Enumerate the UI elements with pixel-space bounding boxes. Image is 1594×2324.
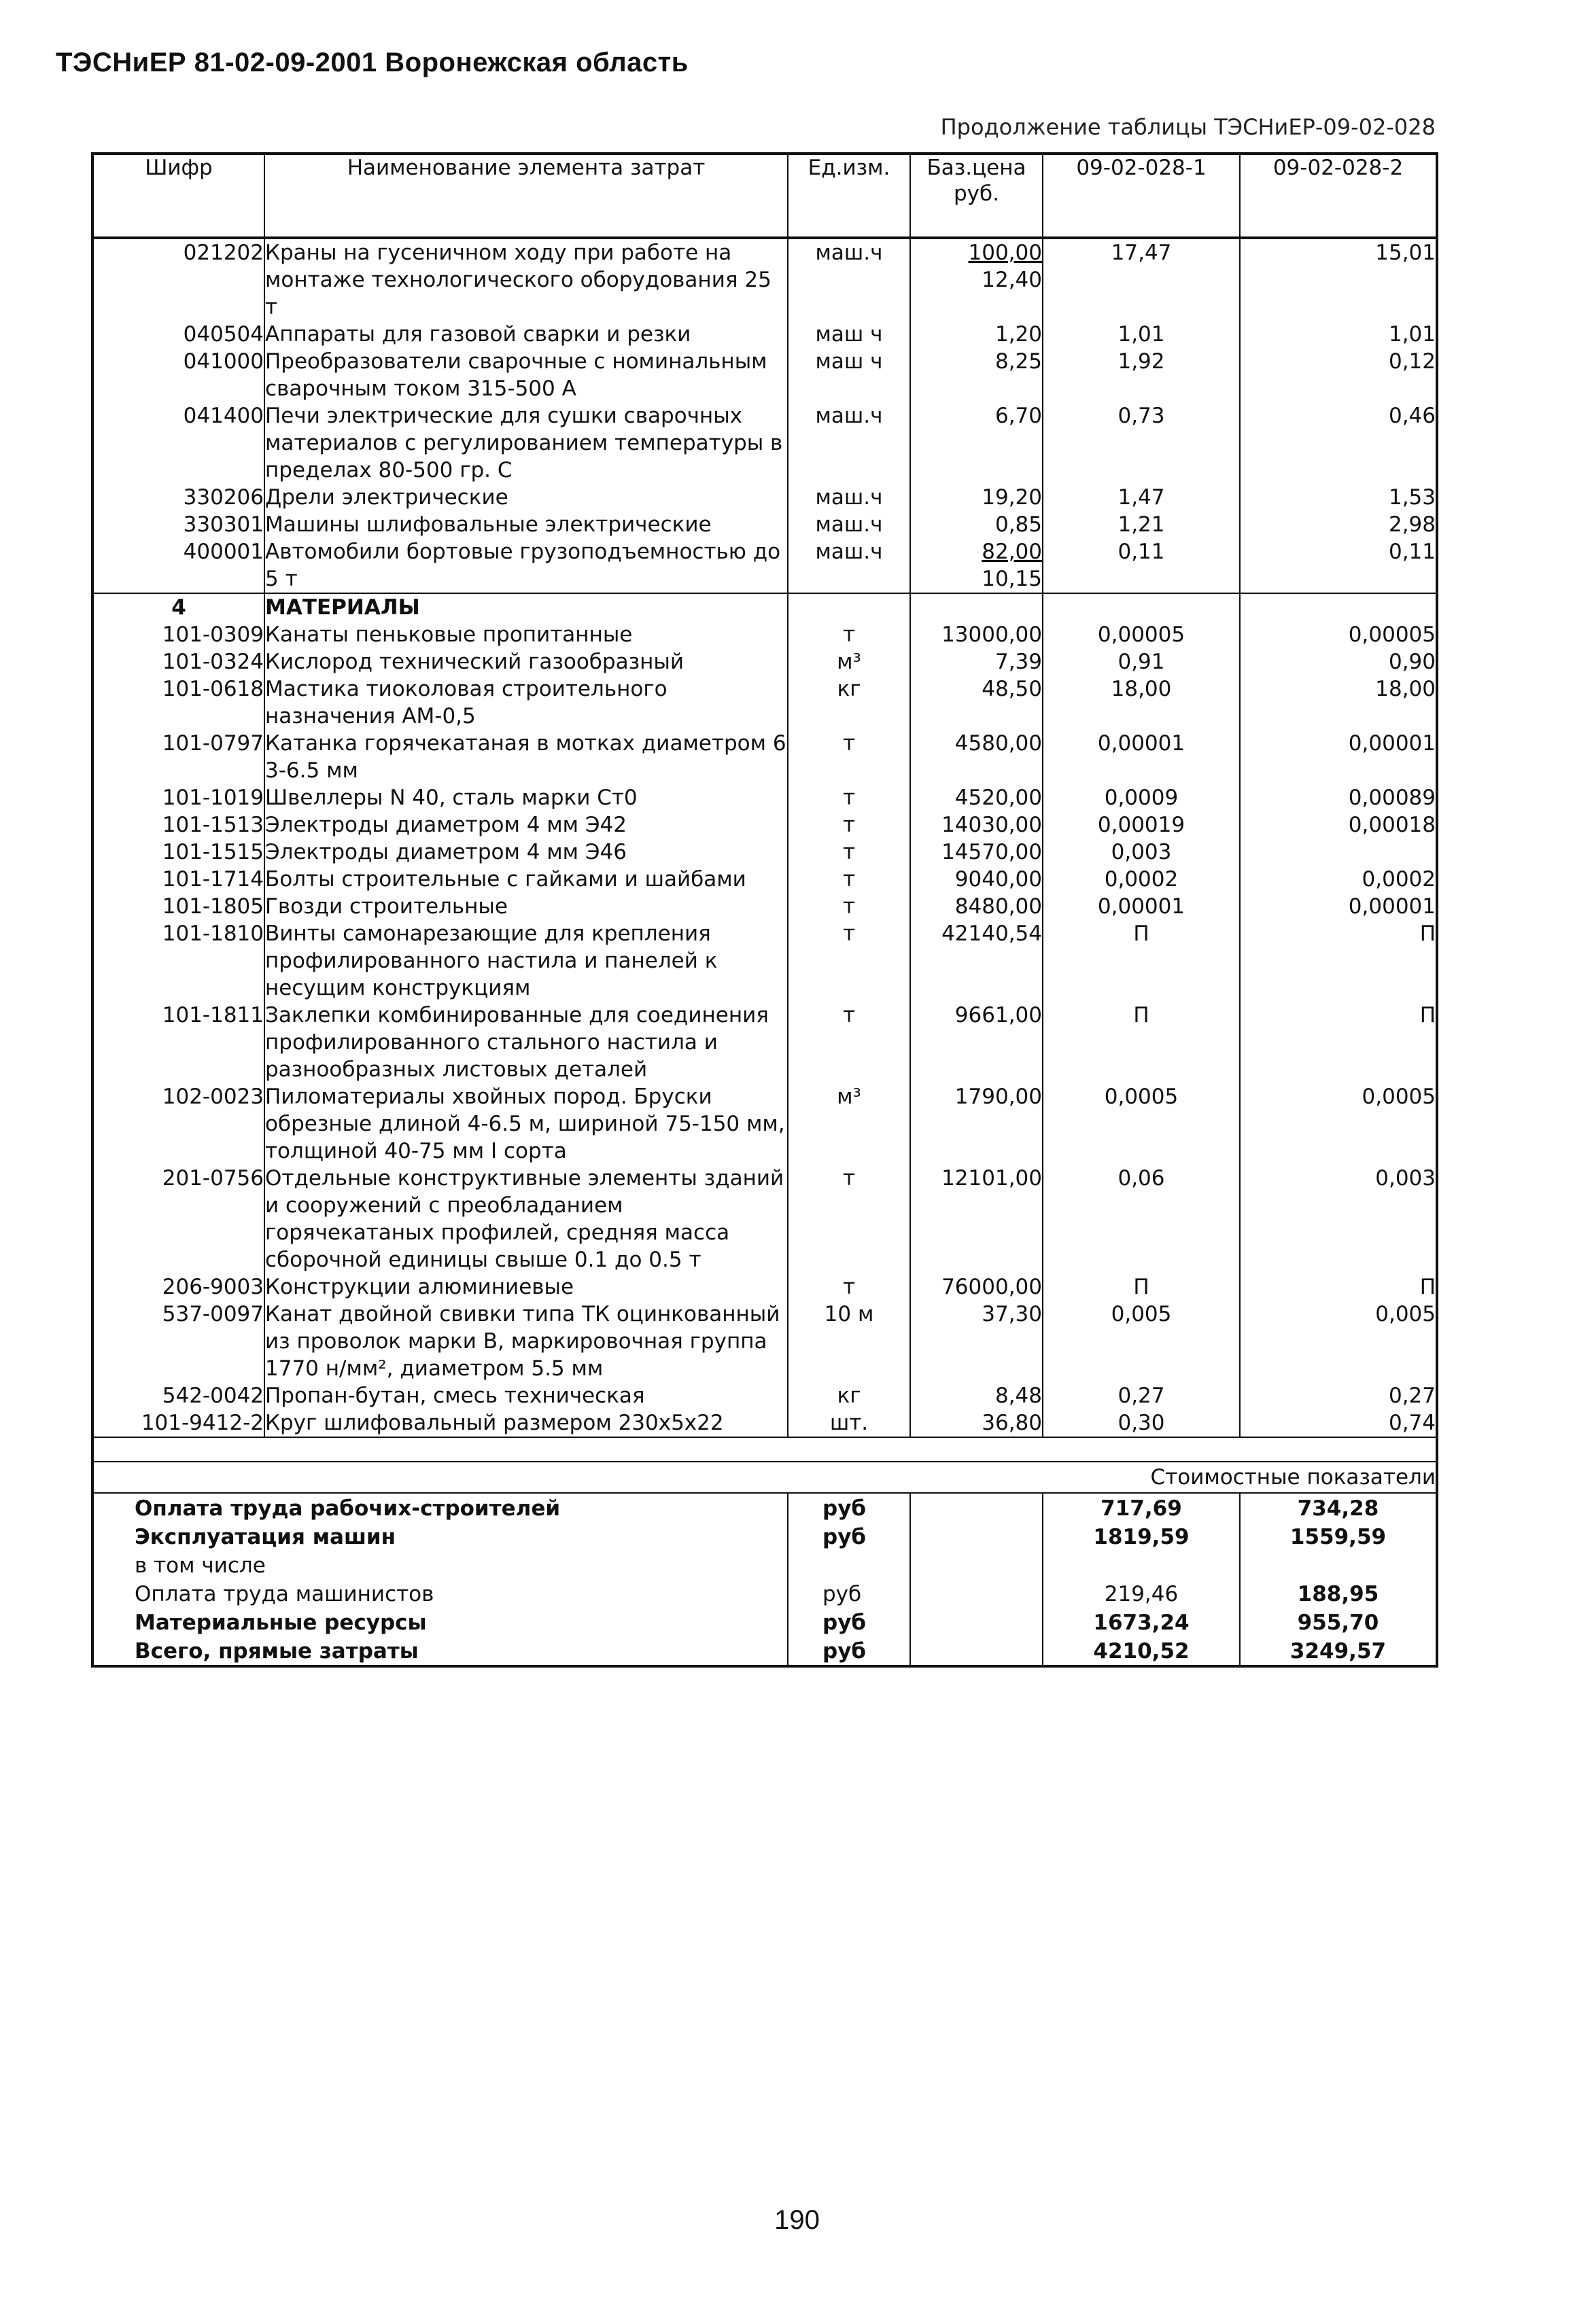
- row-unit: т: [788, 1002, 910, 1083]
- row-value-variant-2: 0,27: [1240, 1382, 1437, 1409]
- row-value-variant-1: 0,0002: [1043, 866, 1240, 893]
- row-value-variant-2: 0,90: [1240, 648, 1437, 675]
- row-value-variant-2: 0,0005: [1240, 1083, 1437, 1165]
- summary-value-variant-1: 1673,24: [1043, 1608, 1240, 1636]
- row-base-price: 19,20: [910, 484, 1043, 511]
- table-row: [92, 730, 1437, 784]
- row-name: Печи электрические для сушки сварочных материалов с регулированием температуры в пределах 80-500 гр. С: [264, 402, 788, 484]
- row-value-variant-2: 15,01: [1240, 238, 1437, 321]
- row-unit: маш ч: [788, 321, 910, 348]
- table-row: [92, 1382, 1437, 1409]
- row-unit: т: [788, 1165, 910, 1273]
- row-value-variant-2: 0,46: [1240, 402, 1437, 484]
- row-base-price: 9661,00: [910, 1002, 1043, 1083]
- row-unit: м³: [788, 1083, 910, 1165]
- summary-row: [92, 1579, 1437, 1608]
- row-base-price: 42140,54: [910, 920, 1043, 1002]
- row-unit: маш.ч: [788, 538, 910, 593]
- row-value-variant-1: 0,30: [1043, 1409, 1240, 1437]
- summary-row: [92, 1636, 1437, 1666]
- row-base-price: [910, 538, 1043, 593]
- section-title: МАТЕРИАЛЫ: [264, 593, 788, 621]
- row-value-variant-2: 0,00001: [1240, 730, 1437, 784]
- row-base-price: 13000,00: [910, 621, 1043, 648]
- summary-section: [92, 1437, 1437, 1666]
- row-name: Пиломатериалы хвойных пород. Бруски обрезные длиной 4-6.5 м, шириной 75-150 мм, толщиной 40-75 мм I сорта: [264, 1083, 788, 1165]
- row-base-price-labor: 10,15: [982, 567, 1042, 591]
- row-code: 021202: [92, 238, 264, 321]
- row-code: 537-0097: [92, 1301, 264, 1382]
- row-unit: 10 м: [788, 1301, 910, 1382]
- summary-label: Всего, прямые затраты: [92, 1636, 788, 1666]
- summary-blank: [910, 1551, 1043, 1579]
- row-value-variant-1: 0,00001: [1043, 730, 1240, 784]
- table-row: [92, 621, 1437, 648]
- row-code: 101-1805: [92, 893, 264, 920]
- table-row: [92, 484, 1437, 511]
- row-code: 101-1714: [92, 866, 264, 893]
- summary-label: Оплата труда машинистов: [92, 1579, 788, 1608]
- row-base-price: 4520,00: [910, 784, 1043, 811]
- row-base-price: 1,20: [910, 321, 1043, 348]
- summary-blank: [910, 1493, 1043, 1522]
- row-unit: маш.ч: [788, 402, 910, 484]
- row-name: Автомобили бортовые грузоподъемностью до 5 т: [264, 538, 788, 593]
- section-row: [92, 593, 1437, 621]
- summary-unit: руб: [788, 1522, 910, 1551]
- row-code: 041000: [92, 348, 264, 402]
- row-name: Отдельные конструктивные элементы зданий и сооружений с преобладанием горячекатаных профилей, средняя масса сборочной единицы свыше 0.1 до 0.5 т: [264, 1165, 788, 1273]
- row-value-variant-2: 0,005: [1240, 1301, 1437, 1382]
- row-base-price-main: 100,00: [968, 241, 1042, 265]
- summary-value-variant-1: 219,46: [1043, 1579, 1240, 1608]
- row-base-price: 8480,00: [910, 893, 1043, 920]
- row-code: 101-0309: [92, 621, 264, 648]
- row-value-variant-2: П: [1240, 1002, 1437, 1083]
- row-value-variant-1: 0,003: [1043, 839, 1240, 866]
- row-name: Конструкции алюминиевые: [264, 1273, 788, 1301]
- row-name: Машины шлифовальные электрические: [264, 511, 788, 538]
- summary-value-variant-2: 955,70: [1240, 1608, 1437, 1636]
- row-name: Заклепки комбинированные для соединения профилированного стального настила и разнообразных листовых деталей: [264, 1002, 788, 1083]
- table-row: [92, 920, 1437, 1002]
- row-unit: м³: [788, 648, 910, 675]
- row-base-price: 36,80: [910, 1409, 1043, 1437]
- table-row: [92, 1083, 1437, 1165]
- row-value-variant-1: 0,06: [1043, 1165, 1240, 1273]
- row-value-variant-2: 0,00018: [1240, 811, 1437, 839]
- table-row: [92, 1002, 1437, 1083]
- row-name: Катанка горячекатаная в мотках диаметром 6 3-6.5 мм: [264, 730, 788, 784]
- row-base-price-labor: 12,40: [982, 268, 1042, 292]
- row-base-price-main: 82,00: [982, 540, 1042, 564]
- row-name: Кислород технический газообразный: [264, 648, 788, 675]
- table-continuation-label: Продолжение таблицы ТЭСНиЕР-09-02-028: [940, 114, 1436, 140]
- row-unit: кг: [788, 675, 910, 730]
- row-name: Аппараты для газовой сварки и резки: [264, 321, 788, 348]
- table-row: [92, 321, 1437, 348]
- header-unit: Ед.изм.: [788, 154, 910, 238]
- summary-label: Оплата труда рабочих-строителей: [92, 1493, 788, 1522]
- summary-blank: [910, 1522, 1043, 1551]
- table-row: [92, 866, 1437, 893]
- row-base-price: 12101,00: [910, 1165, 1043, 1273]
- row-unit: маш.ч: [788, 238, 910, 321]
- row-value-variant-2: 0,003: [1240, 1165, 1437, 1273]
- row-name: Швеллеры N 40, сталь марки Ст0: [264, 784, 788, 811]
- row-name: Болты строительные с гайками и шайбами: [264, 866, 788, 893]
- row-value-variant-1: 0,00019: [1043, 811, 1240, 839]
- summary-blank: [910, 1636, 1043, 1666]
- summary-spacer: [92, 1437, 1437, 1462]
- summary-row: [92, 1522, 1437, 1551]
- table-row: [92, 348, 1437, 402]
- summary-row: [92, 1551, 1437, 1579]
- row-value-variant-1: 18,00: [1043, 675, 1240, 730]
- summary-label: Эксплуатация машин: [92, 1522, 788, 1551]
- summary-value-variant-2: 1559,59: [1240, 1522, 1437, 1551]
- row-value-variant-1: 1,01: [1043, 321, 1240, 348]
- summary-unit: руб: [788, 1608, 910, 1636]
- summary-label: в том числе: [92, 1551, 788, 1579]
- row-value-variant-2: 0,00005: [1240, 621, 1437, 648]
- row-name: Мастика тиоколовая строительного назначения АМ-0,5: [264, 675, 788, 730]
- row-code: 201-0756: [92, 1165, 264, 1273]
- summary-row: [92, 1493, 1437, 1522]
- table-row: [92, 675, 1437, 730]
- row-base-price: 37,30: [910, 1301, 1043, 1382]
- row-unit: т: [788, 784, 910, 811]
- row-code: 101-0324: [92, 648, 264, 675]
- table-row: [92, 1273, 1437, 1301]
- summary-unit: [788, 1551, 910, 1579]
- row-name: Гвозди строительные: [264, 893, 788, 920]
- row-base-price: 1790,00: [910, 1083, 1043, 1165]
- table-row: [92, 648, 1437, 675]
- row-code: 102-0023: [92, 1083, 264, 1165]
- row-value-variant-1: 0,005: [1043, 1301, 1240, 1382]
- row-value-variant-1: 0,73: [1043, 402, 1240, 484]
- row-base-price: 14030,00: [910, 811, 1043, 839]
- row-value-variant-1: 1,47: [1043, 484, 1240, 511]
- table-row: [92, 1301, 1437, 1382]
- row-value-variant-1: 0,00005: [1043, 621, 1240, 648]
- row-base-price: 76000,00: [910, 1273, 1043, 1301]
- summary-value-variant-1: 717,69: [1043, 1493, 1240, 1522]
- row-value-variant-1: П: [1043, 1002, 1240, 1083]
- row-value-variant-2: П: [1240, 920, 1437, 1002]
- row-base-price: 7,39: [910, 648, 1043, 675]
- summary-value-variant-2: [1240, 1551, 1437, 1579]
- row-code: 542-0042: [92, 1382, 264, 1409]
- row-code: 101-1810: [92, 920, 264, 1002]
- row-value-variant-1: 0,0009: [1043, 784, 1240, 811]
- row-code: 101-9412-2: [92, 1409, 264, 1437]
- row-value-variant-1: 17,47: [1043, 238, 1240, 321]
- row-name: Канаты пеньковые пропитанные: [264, 621, 788, 648]
- row-code: 101-0618: [92, 675, 264, 730]
- header-code: Шифр: [92, 154, 264, 238]
- summary-unit: руб: [788, 1493, 910, 1522]
- row-base-price: 9040,00: [910, 866, 1043, 893]
- row-value-variant-1: 1,21: [1043, 511, 1240, 538]
- row-code: 330301: [92, 511, 264, 538]
- row-base-price: 0,85: [910, 511, 1043, 538]
- row-code: 206-9003: [92, 1273, 264, 1301]
- row-base-price: 48,50: [910, 675, 1043, 730]
- table-row: [92, 811, 1437, 839]
- table-row: [92, 538, 1437, 593]
- cost-table: [91, 152, 1438, 1668]
- summary-caption: Стоимостные показатели: [92, 1462, 1437, 1493]
- table-row: [92, 784, 1437, 811]
- row-value-variant-1: 0,0005: [1043, 1083, 1240, 1165]
- table-row: [92, 893, 1437, 920]
- row-value-variant-1: 0,27: [1043, 1382, 1240, 1409]
- row-value-variant-1: П: [1043, 920, 1240, 1002]
- summary-value-variant-2: 734,28: [1240, 1493, 1437, 1522]
- row-base-price: 8,25: [910, 348, 1043, 402]
- document-title: ТЭСНиЕР 81-02-09-2001 Воронежская область: [56, 48, 689, 77]
- row-value-variant-2: 18,00: [1240, 675, 1437, 730]
- row-code: 400001: [92, 538, 264, 593]
- row-unit: т: [788, 621, 910, 648]
- summary-label: Материальные ресурсы: [92, 1608, 788, 1636]
- row-value-variant-1: П: [1043, 1273, 1240, 1301]
- summary-value-variant-2: 188,95: [1240, 1579, 1437, 1608]
- row-value-variant-1: 0,91: [1043, 648, 1240, 675]
- row-unit: маш.ч: [788, 484, 910, 511]
- row-name: Винты самонарезающие для крепления профилированного настила и панелей к несущим конструкциям: [264, 920, 788, 1002]
- section-code: 4: [92, 593, 264, 621]
- row-unit: т: [788, 811, 910, 839]
- materials-section: [92, 593, 1437, 1437]
- row-code: 101-1513: [92, 811, 264, 839]
- summary-unit: руб: [788, 1636, 910, 1666]
- row-base-price: 14570,00: [910, 839, 1043, 866]
- row-value-variant-1: 1,92: [1043, 348, 1240, 402]
- row-unit: шт.: [788, 1409, 910, 1437]
- row-base-price: [910, 238, 1043, 321]
- row-value-variant-2: 0,00001: [1240, 893, 1437, 920]
- row-name: Электроды диаметром 4 мм Э42: [264, 811, 788, 839]
- row-name: Преобразователи сварочные с номинальным сварочным током 315-500 А: [264, 348, 788, 402]
- header-variant-2: 09-02-028-2: [1240, 154, 1437, 238]
- table-row: [92, 238, 1437, 321]
- row-value-variant-2: 0,00089: [1240, 784, 1437, 811]
- row-name: Канат двойной свивки типа ТК оцинкованный из проволок марки В, маркировочная группа 1770 н/мм², диаметром 5.5 мм: [264, 1301, 788, 1382]
- summary-value-variant-1: [1043, 1551, 1240, 1579]
- row-value-variant-2: 0,11: [1240, 538, 1437, 593]
- row-value-variant-2: 0,0002: [1240, 866, 1437, 893]
- row-name: Дрели электрические: [264, 484, 788, 511]
- row-name: Круг шлифовальный размером 230x5x22: [264, 1409, 788, 1437]
- row-code: 040504: [92, 321, 264, 348]
- summary-row: [92, 1608, 1437, 1636]
- row-value-variant-2: 2,98: [1240, 511, 1437, 538]
- page-number: 190: [774, 2205, 820, 2235]
- row-unit: т: [788, 893, 910, 920]
- summary-blank: [910, 1579, 1043, 1608]
- row-unit: т: [788, 839, 910, 866]
- table-row: [92, 1165, 1437, 1273]
- row-code: 101-1811: [92, 1002, 264, 1083]
- summary-caption-row: [92, 1462, 1437, 1493]
- row-code: 101-1019: [92, 784, 264, 811]
- row-base-price: 6,70: [910, 402, 1043, 484]
- row-name: Пропан-бутан, смесь техническая: [264, 1382, 788, 1409]
- summary-value-variant-1: 1819,59: [1043, 1522, 1240, 1551]
- row-base-price: 8,48: [910, 1382, 1043, 1409]
- row-unit: т: [788, 866, 910, 893]
- row-unit: т: [788, 730, 910, 784]
- row-code: 330206: [92, 484, 264, 511]
- row-unit: кг: [788, 1382, 910, 1409]
- row-code: 101-1515: [92, 839, 264, 866]
- summary-unit: руб: [788, 1579, 910, 1608]
- row-value-variant-2: [1240, 839, 1437, 866]
- header-name: Наименование элемента затрат: [264, 154, 788, 238]
- summary-value-variant-1: 4210,52: [1043, 1636, 1240, 1666]
- row-value-variant-1: 0,00001: [1043, 893, 1240, 920]
- row-code: 101-0797: [92, 730, 264, 784]
- header-base-price: Баз.цена руб.: [910, 154, 1043, 238]
- row-name: Краны на гусеничном ходу при работе на монтаже технологического оборудования 25 т: [264, 238, 788, 321]
- row-base-price: 4580,00: [910, 730, 1043, 784]
- row-value-variant-1: 0,11: [1043, 538, 1240, 593]
- summary-blank: [910, 1608, 1043, 1636]
- row-value-variant-2: 0,12: [1240, 348, 1437, 402]
- row-unit: маш ч: [788, 348, 910, 402]
- row-value-variant-2: 0,74: [1240, 1409, 1437, 1437]
- row-unit: т: [788, 920, 910, 1002]
- row-unit: маш.ч: [788, 511, 910, 538]
- row-unit: т: [788, 1273, 910, 1301]
- row-code: 041400: [92, 402, 264, 484]
- header-variant-1: 09-02-028-1: [1043, 154, 1240, 238]
- table-row: [92, 839, 1437, 866]
- machines-section: [92, 238, 1437, 593]
- row-value-variant-2: П: [1240, 1273, 1437, 1301]
- table-row: [92, 511, 1437, 538]
- table-header-row: [92, 154, 1437, 238]
- row-name: Электроды диаметром 4 мм Э46: [264, 839, 788, 866]
- summary-value-variant-2: 3249,57: [1240, 1636, 1437, 1666]
- table-row: [92, 1409, 1437, 1437]
- row-value-variant-2: 1,01: [1240, 321, 1437, 348]
- table-row: [92, 402, 1437, 484]
- row-value-variant-2: 1,53: [1240, 484, 1437, 511]
